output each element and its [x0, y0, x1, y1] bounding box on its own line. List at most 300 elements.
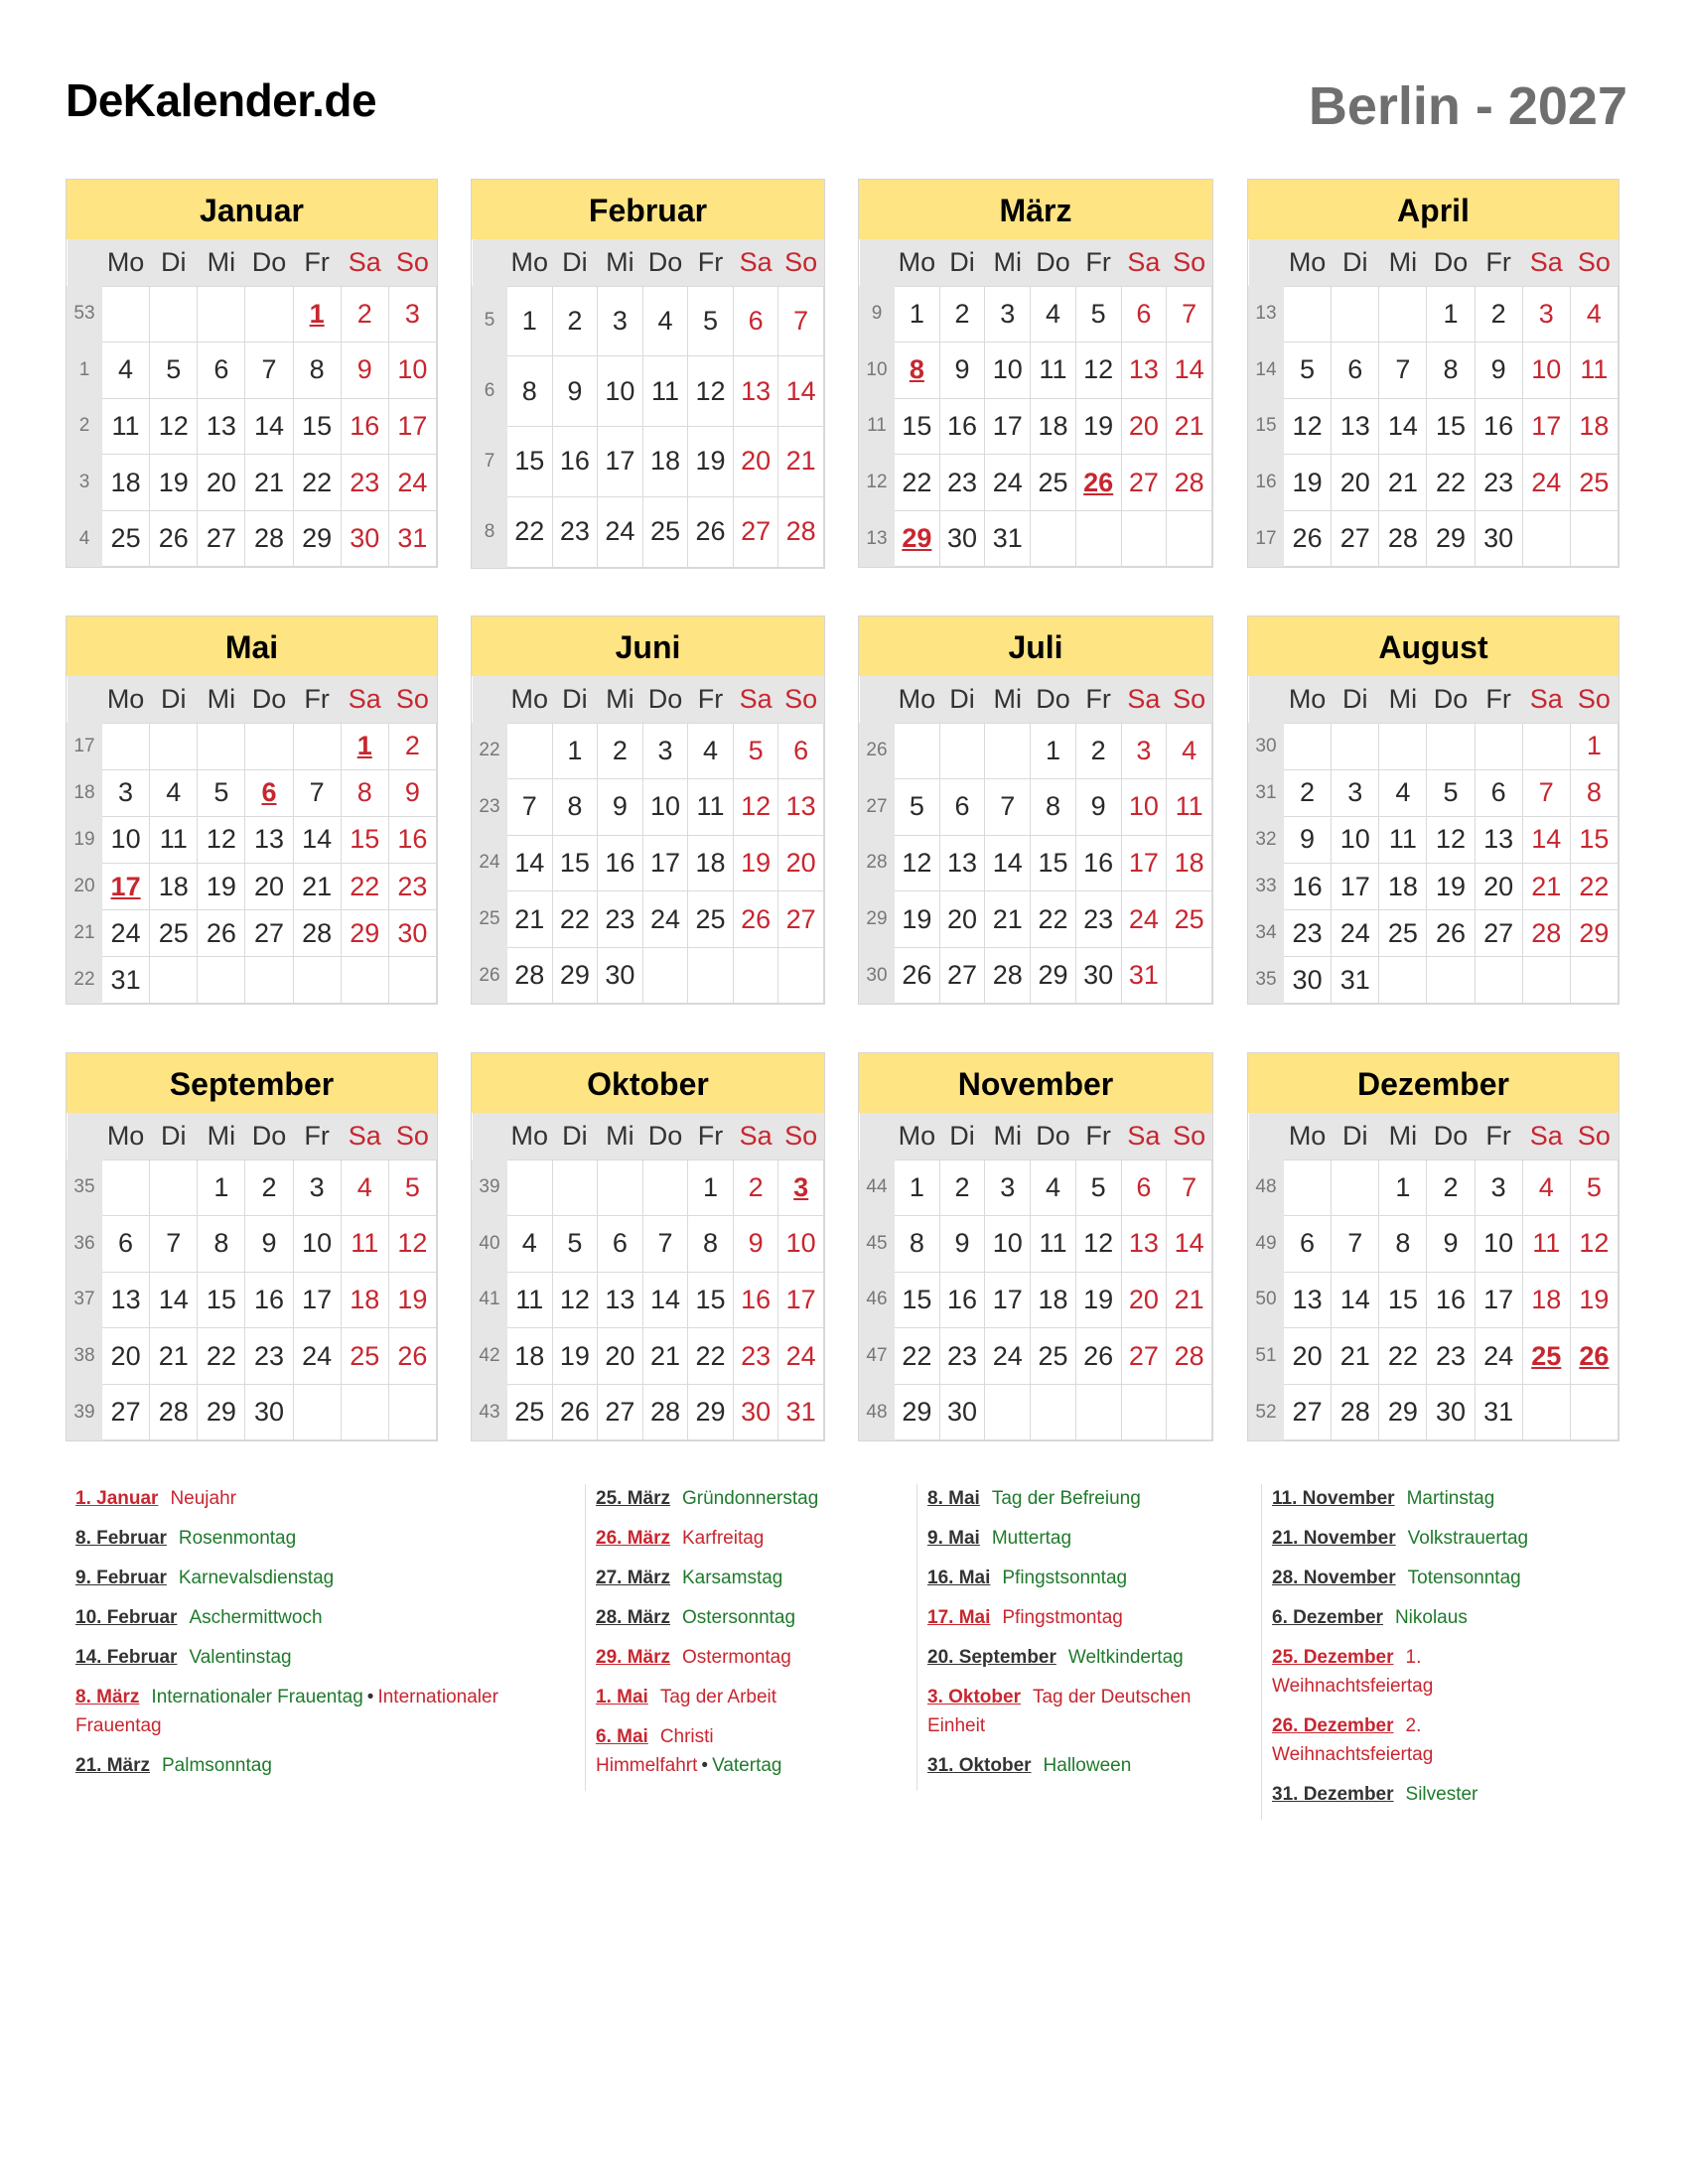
day-cell[interactable]: 19 — [388, 1272, 436, 1328]
day-cell[interactable]: 18 — [150, 863, 198, 909]
day-cell[interactable]: 19 — [1284, 455, 1332, 511]
day-cell[interactable]: 20 — [1284, 1328, 1332, 1385]
day-cell[interactable]: 16 — [1284, 863, 1332, 909]
holiday-date[interactable]: 3. Oktober — [927, 1687, 1021, 1707]
holiday-date[interactable]: 1. Mai — [596, 1687, 648, 1707]
day-cell[interactable]: 20 — [1332, 455, 1379, 511]
day-cell[interactable]: 18 — [1167, 835, 1212, 891]
day-cell[interactable]: 2 — [1075, 723, 1121, 779]
day-cell[interactable] — [1570, 1328, 1618, 1385]
day-cell[interactable]: 9 — [1075, 779, 1121, 836]
day-cell[interactable]: 8 — [507, 356, 553, 427]
day-cell[interactable]: 17 — [985, 398, 1031, 455]
day-cell[interactable]: 29 — [341, 910, 388, 957]
day-cell[interactable]: 22 — [1379, 1328, 1427, 1385]
day-cell[interactable]: 20 — [1121, 398, 1167, 455]
day-cell[interactable]: 20 — [939, 891, 985, 948]
holiday-date[interactable]: 31. Oktober — [927, 1755, 1032, 1776]
day-cell[interactable]: 29 — [198, 1384, 245, 1440]
day-cell[interactable]: 18 — [341, 1272, 388, 1328]
day-cell[interactable]: 9 — [245, 1216, 293, 1273]
day-cell[interactable]: 29 — [1570, 910, 1618, 957]
day-cell[interactable]: 24 — [778, 1328, 824, 1385]
day-cell[interactable]: 12 — [688, 356, 734, 427]
day-cell[interactable]: 25 — [341, 1328, 388, 1385]
day-cell[interactable]: 24 — [293, 1328, 341, 1385]
day-cell[interactable]: 5 — [150, 342, 198, 399]
day-cell[interactable]: 28 — [150, 1384, 198, 1440]
day-cell[interactable]: 12 — [1075, 1216, 1121, 1273]
day-cell[interactable]: 18 — [1031, 1272, 1076, 1328]
day-cell[interactable]: 15 — [895, 398, 940, 455]
day-cell[interactable]: 19 — [688, 427, 734, 497]
day-cell[interactable]: 8 — [293, 342, 341, 399]
day-cell[interactable]: 11 — [1570, 342, 1618, 399]
holiday-date[interactable]: 20. September — [927, 1647, 1056, 1668]
day-cell[interactable]: 20 — [598, 1328, 643, 1385]
day-cell[interactable]: 31 — [778, 1384, 824, 1440]
day-cell[interactable]: 29 — [1379, 1384, 1427, 1440]
day-cell[interactable]: 12 — [552, 1272, 598, 1328]
day-cell[interactable]: 14 — [507, 835, 553, 891]
day-cell[interactable]: 31 — [1121, 947, 1167, 1004]
day-cell[interactable]: 16 — [1475, 398, 1522, 455]
day-cell[interactable]: 1 — [1427, 286, 1475, 342]
day-cell[interactable]: 21 — [1167, 398, 1212, 455]
day-cell[interactable]: 21 — [507, 891, 553, 948]
day-cell[interactable]: 24 — [1121, 891, 1167, 948]
day-cell[interactable]: 28 — [642, 1384, 688, 1440]
day-cell[interactable]: 9 — [388, 769, 436, 816]
holiday-date[interactable]: 8. Februar — [75, 1528, 167, 1549]
day-cell[interactable]: 9 — [1475, 342, 1522, 399]
day-cell[interactable]: 22 — [293, 455, 341, 511]
day-cell[interactable]: 3 — [598, 286, 643, 356]
day-cell[interactable]: 9 — [1427, 1216, 1475, 1273]
day-cell[interactable]: 19 — [552, 1328, 598, 1385]
holiday-date[interactable]: 28. November — [1272, 1568, 1396, 1588]
day-cell[interactable]: 16 — [341, 398, 388, 455]
day-cell[interactable]: 25 — [688, 891, 734, 948]
day-cell[interactable]: 22 — [895, 455, 940, 511]
day-cell[interactable]: 11 — [150, 816, 198, 863]
day-cell[interactable]: 24 — [1522, 455, 1570, 511]
day-cell[interactable]: 11 — [688, 779, 734, 836]
day-cell[interactable]: 21 — [245, 455, 293, 511]
site-logo[interactable]: DeKalender.de — [66, 74, 377, 126]
day-cell[interactable]: 16 — [939, 1272, 985, 1328]
day-cell[interactable]: 28 — [778, 496, 824, 567]
day-cell[interactable]: 26 — [552, 1384, 598, 1440]
day-cell[interactable]: 11 — [1379, 816, 1427, 863]
day-cell[interactable]: 2 — [552, 286, 598, 356]
day-cell[interactable]: 1 — [198, 1160, 245, 1216]
day-cell[interactable]: 29 — [1427, 510, 1475, 567]
day-cell[interactable]: 14 — [778, 356, 824, 427]
day-cell[interactable]: 29 — [293, 510, 341, 567]
day-cell[interactable]: 11 — [341, 1216, 388, 1273]
day-cell[interactable]: 14 — [1167, 1216, 1212, 1273]
day-cell[interactable]: 12 — [1427, 816, 1475, 863]
day-cell[interactable]: 7 — [1167, 286, 1212, 342]
day-cell[interactable]: 6 — [198, 342, 245, 399]
day-cell[interactable]: 24 — [598, 496, 643, 567]
day-cell[interactable]: 28 — [1522, 910, 1570, 957]
day-cell[interactable]: 26 — [388, 1328, 436, 1385]
day-cell[interactable]: 12 — [388, 1216, 436, 1273]
day-cell[interactable]: 16 — [1075, 835, 1121, 891]
day-cell[interactable]: 10 — [985, 342, 1031, 399]
day-cell[interactable]: 25 — [1379, 910, 1427, 957]
day-cell[interactable]: 14 — [293, 816, 341, 863]
day-cell[interactable]: 22 — [688, 1328, 734, 1385]
day-cell[interactable]: 5 — [688, 286, 734, 356]
day-cell[interactable]: 5 — [1284, 342, 1332, 399]
day-cell[interactable]: 14 — [150, 1272, 198, 1328]
day-cell[interactable]: 4 — [1379, 769, 1427, 816]
holiday-date[interactable]: 26. März — [596, 1528, 670, 1549]
day-cell[interactable]: 20 — [245, 863, 293, 909]
day-cell[interactable]: 6 — [1121, 286, 1167, 342]
day-cell[interactable]: 14 — [1167, 342, 1212, 399]
day-cell[interactable]: 1 — [895, 286, 940, 342]
day-cell[interactable]: 7 — [985, 779, 1031, 836]
holiday-date[interactable]: 8. Mai — [927, 1488, 980, 1509]
day-cell[interactable]: 23 — [1075, 891, 1121, 948]
day-cell[interactable]: 22 — [507, 496, 553, 567]
day-cell[interactable]: 25 — [150, 910, 198, 957]
holiday-date[interactable]: 1. Januar — [75, 1488, 159, 1509]
day-cell[interactable]: 20 — [778, 835, 824, 891]
day-cell[interactable]: 29 — [1031, 947, 1076, 1004]
day-cell[interactable]: 31 — [388, 510, 436, 567]
day-cell[interactable]: 23 — [939, 455, 985, 511]
day-cell[interactable]: 14 — [1522, 816, 1570, 863]
holiday-date[interactable]: 21. März — [75, 1755, 150, 1776]
day-cell[interactable]: 10 — [985, 1216, 1031, 1273]
holiday-date[interactable]: 17. Mai — [927, 1607, 991, 1628]
day-cell[interactable]: 17 — [985, 1272, 1031, 1328]
day-cell[interactable]: 20 — [198, 455, 245, 511]
holiday-date[interactable]: 28. März — [596, 1607, 670, 1628]
day-cell[interactable]: 7 — [245, 342, 293, 399]
day-cell[interactable]: 9 — [552, 356, 598, 427]
day-cell[interactable]: 26 — [733, 891, 778, 948]
day-cell[interactable]: 26 — [895, 947, 940, 1004]
day-cell[interactable]: 24 — [985, 1328, 1031, 1385]
day-cell[interactable]: 10 — [1522, 342, 1570, 399]
day-cell[interactable]: 7 — [1332, 1216, 1379, 1273]
day-cell[interactable]: 28 — [245, 510, 293, 567]
day-cell[interactable]: 8 — [1427, 342, 1475, 399]
day-cell[interactable]: 12 — [1284, 398, 1332, 455]
day-cell[interactable]: 17 — [598, 427, 643, 497]
day-cell[interactable]: 30 — [598, 947, 643, 1004]
day-cell[interactable]: 27 — [598, 1384, 643, 1440]
day-cell[interactable]: 18 — [1031, 398, 1076, 455]
day-cell[interactable]: 18 — [1570, 398, 1618, 455]
day-cell[interactable]: 8 — [198, 1216, 245, 1273]
holiday-day[interactable]: 25 — [1531, 1340, 1562, 1371]
holiday-date[interactable]: 9. Mai — [927, 1528, 980, 1549]
day-cell[interactable]: 8 — [1031, 779, 1076, 836]
day-cell[interactable]: 16 — [733, 1272, 778, 1328]
day-cell[interactable]: 19 — [1427, 863, 1475, 909]
day-cell[interactable] — [1075, 455, 1121, 511]
day-cell[interactable]: 3 — [1475, 1160, 1522, 1216]
day-cell[interactable]: 2 — [1427, 1160, 1475, 1216]
day-cell[interactable]: 10 — [1121, 779, 1167, 836]
day-cell[interactable]: 25 — [507, 1384, 553, 1440]
day-cell[interactable]: 28 — [1167, 1328, 1212, 1385]
day-cell[interactable]: 24 — [102, 910, 150, 957]
day-cell[interactable]: 30 — [733, 1384, 778, 1440]
day-cell[interactable]: 4 — [642, 286, 688, 356]
holiday-date[interactable]: 25. Dezember — [1272, 1647, 1394, 1668]
day-cell[interactable]: 23 — [245, 1328, 293, 1385]
day-cell[interactable]: 12 — [733, 779, 778, 836]
day-cell[interactable]: 16 — [245, 1272, 293, 1328]
day-cell[interactable]: 19 — [733, 835, 778, 891]
day-cell[interactable]: 13 — [1475, 816, 1522, 863]
day-cell[interactable]: 6 — [939, 779, 985, 836]
day-cell[interactable]: 4 — [1031, 286, 1076, 342]
day-cell[interactable]: 8 — [1570, 769, 1618, 816]
day-cell[interactable]: 22 — [198, 1328, 245, 1385]
day-cell[interactable]: 29 — [552, 947, 598, 1004]
holiday-date[interactable]: 25. März — [596, 1488, 670, 1509]
day-cell[interactable]: 12 — [895, 835, 940, 891]
day-cell[interactable]: 17 — [1332, 863, 1379, 909]
day-cell[interactable]: 8 — [552, 779, 598, 836]
day-cell[interactable]: 6 — [1332, 342, 1379, 399]
day-cell[interactable]: 9 — [939, 342, 985, 399]
day-cell[interactable]: 18 — [642, 427, 688, 497]
day-cell[interactable]: 6 — [1121, 1160, 1167, 1216]
day-cell[interactable]: 11 — [1031, 342, 1076, 399]
day-cell[interactable]: 31 — [1475, 1384, 1522, 1440]
day-cell[interactable]: 23 — [341, 455, 388, 511]
holiday-date[interactable]: 6. Mai — [596, 1726, 648, 1747]
day-cell[interactable]: 28 — [1167, 455, 1212, 511]
day-cell[interactable]: 18 — [507, 1328, 553, 1385]
day-cell[interactable]: 30 — [1427, 1384, 1475, 1440]
day-cell[interactable]: 23 — [598, 891, 643, 948]
day-cell[interactable]: 27 — [1475, 910, 1522, 957]
day-cell[interactable]: 5 — [895, 779, 940, 836]
day-cell[interactable]: 24 — [1475, 1328, 1522, 1385]
day-cell[interactable]: 8 — [341, 769, 388, 816]
day-cell[interactable]: 3 — [1522, 286, 1570, 342]
day-cell[interactable]: 3 — [293, 1160, 341, 1216]
day-cell[interactable]: 4 — [102, 342, 150, 399]
day-cell[interactable] — [293, 286, 341, 342]
day-cell[interactable]: 11 — [102, 398, 150, 455]
day-cell[interactable]: 25 — [642, 496, 688, 567]
day-cell[interactable]: 5 — [1075, 286, 1121, 342]
day-cell[interactable]: 10 — [598, 356, 643, 427]
day-cell[interactable]: 27 — [939, 947, 985, 1004]
day-cell[interactable]: 13 — [245, 816, 293, 863]
holiday-date[interactable]: 8. März — [75, 1687, 140, 1707]
day-cell[interactable]: 6 — [733, 286, 778, 356]
day-cell[interactable]: 20 — [733, 427, 778, 497]
day-cell[interactable]: 15 — [1570, 816, 1618, 863]
day-cell[interactable]: 15 — [1427, 398, 1475, 455]
day-cell[interactable]: 13 — [198, 398, 245, 455]
day-cell[interactable]: 30 — [388, 910, 436, 957]
day-cell[interactable]: 17 — [388, 398, 436, 455]
day-cell[interactable]: 30 — [939, 1384, 985, 1440]
day-cell[interactable]: 24 — [985, 455, 1031, 511]
day-cell[interactable]: 26 — [150, 510, 198, 567]
day-cell[interactable]: 11 — [507, 1272, 553, 1328]
day-cell[interactable]: 10 — [293, 1216, 341, 1273]
day-cell[interactable]: 27 — [1332, 510, 1379, 567]
day-cell[interactable]: 23 — [939, 1328, 985, 1385]
day-cell[interactable]: 4 — [1522, 1160, 1570, 1216]
day-cell[interactable]: 23 — [388, 863, 436, 909]
day-cell[interactable]: 15 — [1379, 1272, 1427, 1328]
day-cell[interactable]: 11 — [1167, 779, 1212, 836]
day-cell[interactable]: 18 — [1379, 863, 1427, 909]
day-cell[interactable]: 16 — [552, 427, 598, 497]
day-cell[interactable]: 20 — [1121, 1272, 1167, 1328]
day-cell[interactable]: 22 — [1031, 891, 1076, 948]
day-cell[interactable]: 5 — [1570, 1160, 1618, 1216]
day-cell[interactable]: 4 — [1167, 723, 1212, 779]
day-cell[interactable]: 14 — [1332, 1272, 1379, 1328]
day-cell[interactable]: 11 — [642, 356, 688, 427]
day-cell[interactable]: 31 — [102, 957, 150, 1004]
day-cell[interactable]: 13 — [939, 835, 985, 891]
day-cell[interactable]: 6 — [102, 1216, 150, 1273]
day-cell[interactable]: 27 — [102, 1384, 150, 1440]
day-cell[interactable]: 7 — [778, 286, 824, 356]
day-cell[interactable]: 9 — [598, 779, 643, 836]
day-cell[interactable]: 3 — [642, 723, 688, 779]
day-cell[interactable]: 15 — [552, 835, 598, 891]
day-cell[interactable]: 27 — [778, 891, 824, 948]
day-cell[interactable]: 28 — [293, 910, 341, 957]
day-cell[interactable]: 13 — [1121, 342, 1167, 399]
day-cell[interactable]: 31 — [985, 510, 1031, 567]
day-cell[interactable]: 29 — [688, 1384, 734, 1440]
day-cell[interactable] — [778, 1160, 824, 1216]
day-cell[interactable]: 18 — [1522, 1272, 1570, 1328]
holiday-day[interactable]: 26 — [1083, 467, 1114, 497]
day-cell[interactable]: 22 — [1570, 863, 1618, 909]
day-cell[interactable]: 14 — [1379, 398, 1427, 455]
holiday-day[interactable]: 3 — [793, 1171, 809, 1202]
day-cell[interactable]: 2 — [733, 1160, 778, 1216]
day-cell[interactable]: 4 — [150, 769, 198, 816]
day-cell[interactable]: 30 — [939, 510, 985, 567]
holiday-date[interactable]: 27. März — [596, 1568, 670, 1588]
day-cell[interactable]: 9 — [939, 1216, 985, 1273]
day-cell[interactable]: 4 — [1570, 286, 1618, 342]
day-cell[interactable]: 2 — [1475, 286, 1522, 342]
day-cell[interactable]: 28 — [1379, 510, 1427, 567]
day-cell[interactable]: 1 — [1379, 1160, 1427, 1216]
day-cell[interactable]: 4 — [688, 723, 734, 779]
day-cell[interactable]: 22 — [895, 1328, 940, 1385]
holiday-day[interactable]: 29 — [902, 523, 932, 554]
day-cell[interactable]: 19 — [150, 455, 198, 511]
day-cell[interactable]: 13 — [102, 1272, 150, 1328]
day-cell[interactable]: 19 — [1075, 398, 1121, 455]
day-cell[interactable]: 25 — [102, 510, 150, 567]
day-cell[interactable]: 21 — [642, 1328, 688, 1385]
holiday-day[interactable]: 26 — [1579, 1340, 1610, 1371]
day-cell[interactable]: 11 — [1031, 1216, 1076, 1273]
day-cell[interactable]: 13 — [733, 356, 778, 427]
day-cell[interactable] — [1522, 1328, 1570, 1385]
day-cell[interactable]: 15 — [293, 398, 341, 455]
day-cell[interactable]: 25 — [1167, 891, 1212, 948]
holiday-date[interactable]: 21. November — [1272, 1528, 1396, 1549]
holiday-day[interactable]: 1 — [356, 731, 372, 761]
day-cell[interactable]: 30 — [1475, 510, 1522, 567]
day-cell[interactable]: 12 — [1570, 1216, 1618, 1273]
holiday-day[interactable]: 17 — [110, 871, 141, 901]
day-cell[interactable]: 7 — [1167, 1160, 1212, 1216]
day-cell[interactable]: 10 — [1332, 816, 1379, 863]
day-cell[interactable]: 19 — [1075, 1272, 1121, 1328]
day-cell[interactable]: 3 — [1332, 769, 1379, 816]
day-cell[interactable]: 26 — [1075, 1328, 1121, 1385]
day-cell[interactable]: 15 — [1031, 835, 1076, 891]
day-cell[interactable]: 2 — [598, 723, 643, 779]
day-cell[interactable]: 4 — [341, 1160, 388, 1216]
day-cell[interactable]: 12 — [1075, 342, 1121, 399]
day-cell[interactable] — [245, 769, 293, 816]
day-cell[interactable]: 18 — [688, 835, 734, 891]
holiday-date[interactable]: 31. Dezember — [1272, 1784, 1394, 1805]
day-cell[interactable]: 16 — [388, 816, 436, 863]
day-cell[interactable]: 22 — [341, 863, 388, 909]
day-cell[interactable]: 3 — [985, 286, 1031, 342]
day-cell[interactable]: 19 — [198, 863, 245, 909]
day-cell[interactable]: 14 — [985, 835, 1031, 891]
day-cell[interactable]: 3 — [102, 769, 150, 816]
day-cell[interactable]: 28 — [1332, 1384, 1379, 1440]
day-cell[interactable]: 13 — [778, 779, 824, 836]
day-cell[interactable]: 6 — [778, 723, 824, 779]
day-cell[interactable]: 21 — [1332, 1328, 1379, 1385]
day-cell[interactable]: 3 — [985, 1160, 1031, 1216]
day-cell[interactable]: 8 — [895, 1216, 940, 1273]
day-cell[interactable]: 1 — [507, 286, 553, 356]
day-cell[interactable] — [102, 863, 150, 909]
day-cell[interactable]: 1 — [1031, 723, 1076, 779]
day-cell[interactable]: 26 — [198, 910, 245, 957]
day-cell[interactable]: 13 — [598, 1272, 643, 1328]
day-cell[interactable]: 7 — [1522, 769, 1570, 816]
day-cell[interactable]: 30 — [1075, 947, 1121, 1004]
day-cell[interactable]: 20 — [102, 1328, 150, 1385]
day-cell[interactable]: 17 — [1121, 835, 1167, 891]
day-cell[interactable]: 16 — [1427, 1272, 1475, 1328]
day-cell[interactable]: 17 — [293, 1272, 341, 1328]
day-cell[interactable]: 27 — [733, 496, 778, 567]
day-cell[interactable]: 2 — [341, 286, 388, 342]
day-cell[interactable]: 27 — [198, 510, 245, 567]
day-cell[interactable]: 10 — [778, 1216, 824, 1273]
day-cell[interactable]: 30 — [1284, 957, 1332, 1004]
day-cell[interactable]: 15 — [688, 1272, 734, 1328]
day-cell[interactable]: 8 — [1379, 1216, 1427, 1273]
